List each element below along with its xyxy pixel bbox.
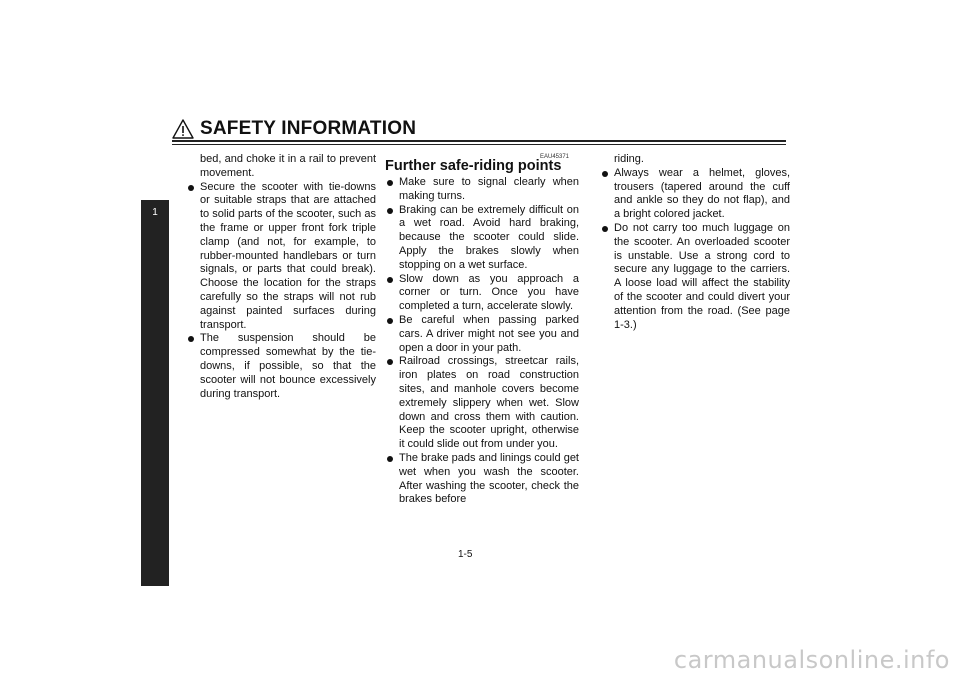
list-item: Slow down as you approach a corner or turn. Once you have completed a turn, accelerate slowly. [385, 273, 579, 314]
bullet-list [385, 176, 579, 507]
column-middle [385, 176, 579, 507]
page-number: 1-5 [458, 549, 473, 560]
continuation-text: bed, and choke it in a rail to prevent movement. [200, 153, 376, 179]
list-item: The brake pads and linings could get wet when you wash the scooter. After washing the scooter, check the brakes before [385, 452, 579, 507]
chapter-tab-label: 1 [152, 207, 158, 218]
bullet-list [186, 181, 376, 402]
list-item: Always wear a helmet, gloves, trousers (tapered around the cuff and ankle so they do not flap), and a bright colored jacket. [600, 167, 790, 222]
page-title: SAFETY INFORMATION [200, 118, 417, 139]
page-header [172, 118, 416, 140]
list-item: The suspension should be compressed somewhat by the tie-downs, if possible, so that the scooter will not bounce excessively during transport. [186, 332, 376, 401]
column-right [600, 153, 790, 332]
section-heading: Further safe-riding points [385, 158, 562, 174]
list-item: Railroad crossings, streetcar rails, iron plates on road construction sites, and manhole covers become extremely slippery when wet. Slow down and cross them with caution. Keep the scooter upright, otherwise it could slide out from under you. [385, 355, 579, 452]
warning-triangle-icon [172, 119, 194, 139]
continuation-text: riding. [614, 153, 644, 165]
watermark-text: carmanualsonline.info [673, 646, 950, 674]
list-item: Make sure to signal clearly when making turns. [385, 176, 579, 204]
list-item: Secure the scooter with tie-downs or suitable straps that are attached to solid parts of the scooter, such as the frame or upper front fork triple clamp (and not, for example, to rubber-mounted handlebars or turn signals, or parts that could break). Choose the location for the straps carefully so the straps will not rub against painted surfaces during transport. [186, 181, 376, 333]
list-item: Be careful when passing parked cars. A driver might not see you and open a door in your path. [385, 314, 579, 355]
bullet-list [600, 167, 790, 333]
chapter-tab [141, 200, 169, 586]
list-item: Do not carry too much luggage on the scooter. An overloaded scooter is unstable. Use a strong cord to secure any luggage to the carriers. A loose load will affect the stability of the scooter and could divert your attention from the road. (See page 1-3.) [600, 222, 790, 332]
section-code: EAU45371 [540, 154, 570, 160]
list-item: Braking can be extremely difficult on a wet road. Avoid hard braking, because the scooter could slide. Apply the brakes slowly when stopping on a wet surface. [385, 204, 579, 273]
column-left [186, 153, 376, 401]
header-rule [172, 140, 786, 142]
header-rule-thin [172, 144, 786, 145]
